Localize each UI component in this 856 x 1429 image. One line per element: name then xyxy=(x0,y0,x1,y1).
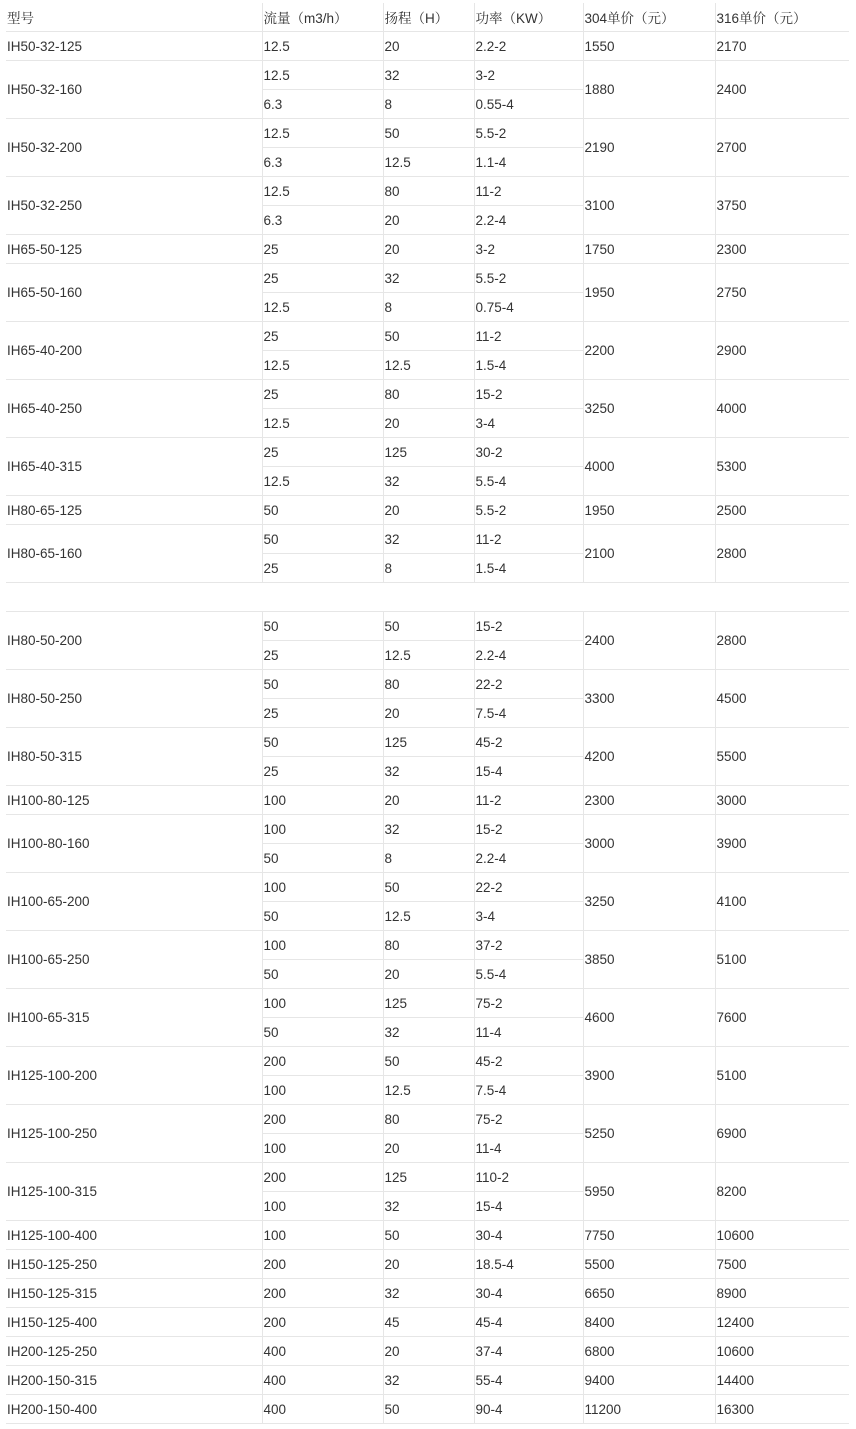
table-row xyxy=(6,119,849,148)
table-row xyxy=(6,931,849,960)
power-cell: 30-4 xyxy=(474,1279,583,1308)
head-cell: 50 xyxy=(383,612,474,641)
price-316-cell: 10600 xyxy=(715,1221,849,1250)
power-cell: 15-2 xyxy=(474,815,583,844)
head-cell: 45 xyxy=(383,1308,474,1337)
flow-cell: 6.3 xyxy=(262,206,383,235)
model-cell: IH50-32-160 xyxy=(6,61,262,119)
head-cell: 12.5 xyxy=(383,902,474,931)
price-304-cell: 7750 xyxy=(583,1221,715,1250)
power-cell: 37-2 xyxy=(474,931,583,960)
table-row xyxy=(6,1250,849,1279)
table-row xyxy=(6,438,849,467)
price-316-cell: 3000 xyxy=(715,786,849,815)
price-304-cell: 3300 xyxy=(583,670,715,728)
model-cell: IH65-40-250 xyxy=(6,380,262,438)
head-cell: 20 xyxy=(383,1250,474,1279)
power-cell: 3-4 xyxy=(474,902,583,931)
power-cell: 22-2 xyxy=(474,670,583,699)
head-cell: 8 xyxy=(383,844,474,873)
head-cell: 8 xyxy=(383,90,474,119)
price-304-cell: 1950 xyxy=(583,264,715,322)
power-cell: 5.5-2 xyxy=(474,496,583,525)
model-cell: IH50-32-125 xyxy=(6,32,262,61)
head-cell: 32 xyxy=(383,467,474,496)
model-cell: IH80-50-250 xyxy=(6,670,262,728)
power-cell: 2.2-4 xyxy=(474,206,583,235)
pump-price-table xyxy=(6,3,849,1424)
head-cell: 20 xyxy=(383,496,474,525)
model-cell: IH150-125-315 xyxy=(6,1279,262,1308)
flow-cell: 100 xyxy=(262,1192,383,1221)
flow-cell: 100 xyxy=(262,1134,383,1163)
power-cell: 30-2 xyxy=(474,438,583,467)
head-cell: 8 xyxy=(383,293,474,322)
head-cell: 80 xyxy=(383,1105,474,1134)
power-cell: 5.5-2 xyxy=(474,264,583,293)
flow-cell: 200 xyxy=(262,1047,383,1076)
head-cell: 125 xyxy=(383,1163,474,1192)
head-cell: 50 xyxy=(383,1047,474,1076)
table-row xyxy=(6,1395,849,1424)
model-cell: IH150-125-400 xyxy=(6,1308,262,1337)
price-304-cell: 1750 xyxy=(583,235,715,264)
model-cell: IH100-80-160 xyxy=(6,815,262,873)
power-cell: 11-4 xyxy=(474,1134,583,1163)
price-304-cell: 3000 xyxy=(583,815,715,873)
head-cell: 20 xyxy=(383,960,474,989)
power-cell: 15-2 xyxy=(474,380,583,409)
price-316-cell: 12400 xyxy=(715,1308,849,1337)
head-cell: 20 xyxy=(383,409,474,438)
head-cell: 50 xyxy=(383,1395,474,1424)
head-cell: 50 xyxy=(383,322,474,351)
head-cell: 32 xyxy=(383,1279,474,1308)
price-304-cell: 1550 xyxy=(583,32,715,61)
power-cell: 15-4 xyxy=(474,1192,583,1221)
flow-cell: 50 xyxy=(262,670,383,699)
header-price-304: 304单价（元） xyxy=(583,3,715,32)
head-cell: 32 xyxy=(383,815,474,844)
head-cell: 80 xyxy=(383,670,474,699)
price-304-cell: 5500 xyxy=(583,1250,715,1279)
flow-cell: 50 xyxy=(262,612,383,641)
power-cell: 45-2 xyxy=(474,728,583,757)
price-316-cell: 5500 xyxy=(715,728,849,786)
spacer-row xyxy=(6,583,849,612)
flow-cell: 200 xyxy=(262,1308,383,1337)
head-cell: 32 xyxy=(383,757,474,786)
model-cell: IH200-150-315 xyxy=(6,1366,262,1395)
flow-cell: 12.5 xyxy=(262,467,383,496)
model-cell: IH80-50-200 xyxy=(6,612,262,670)
header-model: 型号 xyxy=(6,3,262,32)
head-cell: 50 xyxy=(383,873,474,902)
model-cell: IH80-65-125 xyxy=(6,496,262,525)
power-cell: 3-4 xyxy=(474,409,583,438)
table-row xyxy=(6,815,849,844)
flow-cell: 100 xyxy=(262,786,383,815)
head-cell: 20 xyxy=(383,1337,474,1366)
head-cell: 20 xyxy=(383,699,474,728)
head-cell: 32 xyxy=(383,264,474,293)
model-cell: IH50-32-200 xyxy=(6,119,262,177)
price-304-cell: 1880 xyxy=(583,61,715,119)
head-cell: 32 xyxy=(383,1192,474,1221)
table-row xyxy=(6,1221,849,1250)
head-cell: 12.5 xyxy=(383,148,474,177)
flow-cell: 50 xyxy=(262,960,383,989)
flow-cell: 100 xyxy=(262,1221,383,1250)
flow-cell: 50 xyxy=(262,496,383,525)
power-cell: 45-2 xyxy=(474,1047,583,1076)
power-cell: 11-2 xyxy=(474,786,583,815)
flow-cell: 200 xyxy=(262,1163,383,1192)
price-316-cell: 2170 xyxy=(715,32,849,61)
price-316-cell: 3900 xyxy=(715,815,849,873)
power-cell: 37-4 xyxy=(474,1337,583,1366)
power-cell: 75-2 xyxy=(474,989,583,1018)
flow-cell: 25 xyxy=(262,554,383,583)
flow-cell: 400 xyxy=(262,1366,383,1395)
price-316-cell: 2500 xyxy=(715,496,849,525)
price-304-cell: 3250 xyxy=(583,380,715,438)
head-cell: 20 xyxy=(383,32,474,61)
table-row xyxy=(6,1279,849,1308)
flow-cell: 50 xyxy=(262,525,383,554)
price-304-cell: 5950 xyxy=(583,1163,715,1221)
model-cell: IH65-50-125 xyxy=(6,235,262,264)
header-head: 扬程（H） xyxy=(383,3,474,32)
power-cell: 11-2 xyxy=(474,177,583,206)
power-cell: 11-4 xyxy=(474,1018,583,1047)
power-cell: 1.5-4 xyxy=(474,351,583,380)
head-cell: 80 xyxy=(383,177,474,206)
power-cell: 5.5-4 xyxy=(474,467,583,496)
power-cell: 55-4 xyxy=(474,1366,583,1395)
model-cell: IH200-125-250 xyxy=(6,1337,262,1366)
price-316-cell: 2300 xyxy=(715,235,849,264)
power-cell: 3-2 xyxy=(474,235,583,264)
power-cell: 75-2 xyxy=(474,1105,583,1134)
table-row xyxy=(6,525,849,554)
head-cell: 50 xyxy=(383,119,474,148)
head-cell: 32 xyxy=(383,1366,474,1395)
table-row xyxy=(6,1047,849,1076)
price-304-cell: 8400 xyxy=(583,1308,715,1337)
flow-cell: 100 xyxy=(262,873,383,902)
head-cell: 32 xyxy=(383,525,474,554)
price-316-cell: 4500 xyxy=(715,670,849,728)
flow-cell: 25 xyxy=(262,757,383,786)
price-316-cell: 10600 xyxy=(715,1337,849,1366)
flow-cell: 100 xyxy=(262,989,383,1018)
head-cell: 12.5 xyxy=(383,641,474,670)
table-row xyxy=(6,1163,849,1192)
flow-cell: 25 xyxy=(262,438,383,467)
model-cell: IH80-50-315 xyxy=(6,728,262,786)
model-cell: IH150-125-250 xyxy=(6,1250,262,1279)
header-flow: 流量（m3/h） xyxy=(262,3,383,32)
price-316-cell: 7600 xyxy=(715,989,849,1047)
head-cell: 80 xyxy=(383,931,474,960)
price-316-cell: 14400 xyxy=(715,1366,849,1395)
model-cell: IH125-100-315 xyxy=(6,1163,262,1221)
flow-cell: 12.5 xyxy=(262,61,383,90)
price-316-cell: 16300 xyxy=(715,1395,849,1424)
head-cell: 20 xyxy=(383,786,474,815)
table-header xyxy=(6,3,849,32)
model-cell: IH65-40-200 xyxy=(6,322,262,380)
price-316-cell: 2800 xyxy=(715,612,849,670)
flow-cell: 25 xyxy=(262,235,383,264)
table-row xyxy=(6,264,849,293)
power-cell: 5.5-2 xyxy=(474,119,583,148)
spacer-cell xyxy=(6,583,849,612)
head-cell: 32 xyxy=(383,61,474,90)
head-cell: 80 xyxy=(383,380,474,409)
flow-cell: 12.5 xyxy=(262,409,383,438)
price-316-cell: 8900 xyxy=(715,1279,849,1308)
flow-cell: 50 xyxy=(262,844,383,873)
flow-cell: 12.5 xyxy=(262,351,383,380)
head-cell: 8 xyxy=(383,554,474,583)
price-316-cell: 5100 xyxy=(715,1047,849,1105)
flow-cell: 6.3 xyxy=(262,148,383,177)
model-cell: IH100-65-200 xyxy=(6,873,262,931)
head-cell: 125 xyxy=(383,728,474,757)
model-cell: IH200-150-400 xyxy=(6,1395,262,1424)
price-304-cell: 6650 xyxy=(583,1279,715,1308)
table-row xyxy=(6,177,849,206)
flow-cell: 6.3 xyxy=(262,90,383,119)
power-cell: 15-4 xyxy=(474,757,583,786)
power-cell: 0.75-4 xyxy=(474,293,583,322)
power-cell: 3-2 xyxy=(474,61,583,90)
price-304-cell: 3900 xyxy=(583,1047,715,1105)
head-cell: 20 xyxy=(383,206,474,235)
model-cell: IH125-100-400 xyxy=(6,1221,262,1250)
flow-cell: 200 xyxy=(262,1105,383,1134)
power-cell: 2.2-4 xyxy=(474,844,583,873)
table-row xyxy=(6,670,849,699)
price-304-cell: 1950 xyxy=(583,496,715,525)
model-cell: IH100-80-125 xyxy=(6,786,262,815)
price-316-cell: 7500 xyxy=(715,1250,849,1279)
flow-cell: 200 xyxy=(262,1250,383,1279)
flow-cell: 12.5 xyxy=(262,119,383,148)
model-cell: IH65-50-160 xyxy=(6,264,262,322)
flow-cell: 25 xyxy=(262,264,383,293)
price-304-cell: 3250 xyxy=(583,873,715,931)
power-cell: 90-4 xyxy=(474,1395,583,1424)
price-316-cell: 4100 xyxy=(715,873,849,931)
flow-cell: 25 xyxy=(262,322,383,351)
price-304-cell: 11200 xyxy=(583,1395,715,1424)
head-cell: 20 xyxy=(383,235,474,264)
power-cell: 22-2 xyxy=(474,873,583,902)
table-row xyxy=(6,380,849,409)
power-cell: 0.55-4 xyxy=(474,90,583,119)
table-row xyxy=(6,1366,849,1395)
header-row xyxy=(6,3,849,32)
table-row xyxy=(6,1105,849,1134)
power-cell: 11-2 xyxy=(474,322,583,351)
price-304-cell: 2100 xyxy=(583,525,715,583)
price-316-cell: 2800 xyxy=(715,525,849,583)
price-316-cell: 2400 xyxy=(715,61,849,119)
power-cell: 2.2-4 xyxy=(474,641,583,670)
table-row xyxy=(6,235,849,264)
table-row xyxy=(6,32,849,61)
head-cell: 32 xyxy=(383,1018,474,1047)
power-cell: 45-4 xyxy=(474,1308,583,1337)
model-cell: IH100-65-250 xyxy=(6,931,262,989)
flow-cell: 100 xyxy=(262,1076,383,1105)
table-body xyxy=(6,32,849,1424)
header-price-316: 316单价（元） xyxy=(715,3,849,32)
head-cell: 20 xyxy=(383,1134,474,1163)
flow-cell: 100 xyxy=(262,815,383,844)
power-cell: 7.5-4 xyxy=(474,1076,583,1105)
power-cell: 1.1-4 xyxy=(474,148,583,177)
head-cell: 125 xyxy=(383,989,474,1018)
power-cell: 30-4 xyxy=(474,1221,583,1250)
price-316-cell: 4000 xyxy=(715,380,849,438)
model-cell: IH50-32-250 xyxy=(6,177,262,235)
head-cell: 125 xyxy=(383,438,474,467)
table-row xyxy=(6,612,849,641)
table-row xyxy=(6,873,849,902)
table-row xyxy=(6,989,849,1018)
table-row xyxy=(6,1308,849,1337)
power-cell: 7.5-4 xyxy=(474,699,583,728)
table-row xyxy=(6,496,849,525)
flow-cell: 50 xyxy=(262,1018,383,1047)
head-cell: 50 xyxy=(383,1221,474,1250)
head-cell: 12.5 xyxy=(383,1076,474,1105)
power-cell: 5.5-4 xyxy=(474,960,583,989)
flow-cell: 200 xyxy=(262,1279,383,1308)
price-316-cell: 3750 xyxy=(715,177,849,235)
price-304-cell: 3100 xyxy=(583,177,715,235)
power-cell: 15-2 xyxy=(474,612,583,641)
model-cell: IH125-100-250 xyxy=(6,1105,262,1163)
flow-cell: 50 xyxy=(262,902,383,931)
flow-cell: 12.5 xyxy=(262,177,383,206)
model-cell: IH80-65-160 xyxy=(6,525,262,583)
price-304-cell: 4600 xyxy=(583,989,715,1047)
flow-cell: 25 xyxy=(262,641,383,670)
price-304-cell: 2200 xyxy=(583,322,715,380)
header-power: 功率（KW） xyxy=(474,3,583,32)
price-316-cell: 5100 xyxy=(715,931,849,989)
flow-cell: 400 xyxy=(262,1395,383,1424)
flow-cell: 25 xyxy=(262,699,383,728)
head-cell: 12.5 xyxy=(383,351,474,380)
power-cell: 11-2 xyxy=(474,525,583,554)
flow-cell: 100 xyxy=(262,931,383,960)
model-cell: IH65-40-315 xyxy=(6,438,262,496)
price-304-cell: 2400 xyxy=(583,612,715,670)
flow-cell: 50 xyxy=(262,728,383,757)
flow-cell: 25 xyxy=(262,380,383,409)
price-316-cell: 5300 xyxy=(715,438,849,496)
price-316-cell: 2750 xyxy=(715,264,849,322)
table-row xyxy=(6,786,849,815)
price-304-cell: 2300 xyxy=(583,786,715,815)
flow-cell: 12.5 xyxy=(262,293,383,322)
model-cell: IH100-65-315 xyxy=(6,989,262,1047)
price-304-cell: 4000 xyxy=(583,438,715,496)
price-304-cell: 5250 xyxy=(583,1105,715,1163)
table-row xyxy=(6,322,849,351)
power-cell: 18.5-4 xyxy=(474,1250,583,1279)
power-cell: 1.5-4 xyxy=(474,554,583,583)
model-cell: IH125-100-200 xyxy=(6,1047,262,1105)
table-row xyxy=(6,1337,849,1366)
power-cell: 110-2 xyxy=(474,1163,583,1192)
table-row xyxy=(6,61,849,90)
price-316-cell: 6900 xyxy=(715,1105,849,1163)
flow-cell: 12.5 xyxy=(262,32,383,61)
flow-cell: 400 xyxy=(262,1337,383,1366)
price-304-cell: 6800 xyxy=(583,1337,715,1366)
price-304-cell: 9400 xyxy=(583,1366,715,1395)
price-316-cell: 2700 xyxy=(715,119,849,177)
price-304-cell: 4200 xyxy=(583,728,715,786)
price-316-cell: 2900 xyxy=(715,322,849,380)
price-316-cell: 8200 xyxy=(715,1163,849,1221)
price-304-cell: 3850 xyxy=(583,931,715,989)
price-304-cell: 2190 xyxy=(583,119,715,177)
power-cell: 2.2-2 xyxy=(474,32,583,61)
table-row xyxy=(6,728,849,757)
